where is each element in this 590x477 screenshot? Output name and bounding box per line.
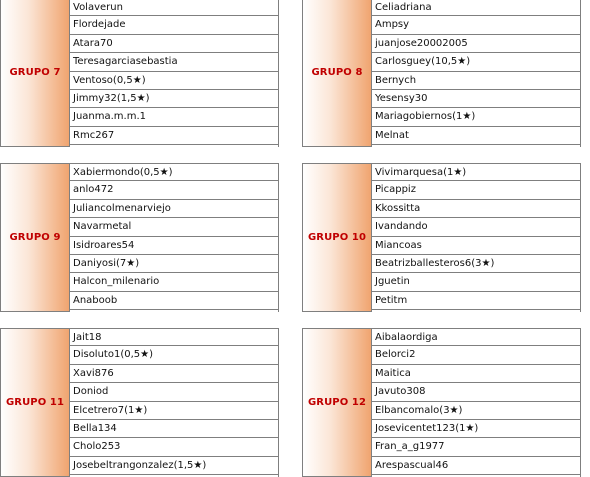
- list-item: Aibalaordiga: [372, 328, 580, 346]
- list-item: Daniyosi(7★): [70, 255, 278, 273]
- group-label-cell: [1, 328, 69, 477]
- list-item: Rmc267: [70, 127, 278, 145]
- list-item: Arespascual46: [372, 457, 580, 475]
- list-item: Carlosguey(10,5★): [372, 53, 580, 71]
- names-list: [69, 0, 279, 147]
- list-item: Volaverun: [70, 0, 278, 16]
- group-label: GRUPO 8: [311, 67, 363, 78]
- list-item: Cholo253: [70, 438, 278, 456]
- names-list: [69, 328, 279, 477]
- list-item: Disoluto1(0,5★): [70, 346, 278, 364]
- group-label: GRUPO 7: [9, 67, 61, 78]
- list-item: Josebeltrangonzalez(1,5★): [70, 457, 278, 475]
- group-label-cell: [303, 0, 371, 147]
- list-item: Elcetrero7(1★): [70, 402, 278, 420]
- list-item: Isidroares54: [70, 237, 278, 255]
- list-item: Bernych: [372, 72, 580, 90]
- group-12: [302, 328, 581, 477]
- list-item: Juliancolmenarviejo: [70, 200, 278, 218]
- group-11: [0, 328, 279, 477]
- list-item: Petitm: [372, 292, 580, 310]
- names-list: [371, 0, 581, 147]
- list-item: Flordejade: [70, 16, 278, 34]
- names-list: [371, 328, 581, 477]
- list-item: Halcon_milenario: [70, 273, 278, 291]
- group-label-cell: [303, 328, 371, 477]
- group-label-cell: [1, 0, 69, 147]
- group-label: GRUPO 10: [307, 232, 367, 243]
- list-item: Atara70: [70, 35, 278, 53]
- list-item: Jait18: [70, 328, 278, 346]
- group-label: GRUPO 11: [5, 397, 65, 408]
- list-item: Xavi876: [70, 365, 278, 383]
- list-item: Fran_a_g1977: [372, 438, 580, 456]
- group-label-cell: [303, 163, 371, 312]
- names-list: [371, 163, 581, 312]
- list-item: juanjose20002005: [372, 35, 580, 53]
- group-7: [0, 0, 279, 147]
- group-label-cell: [1, 163, 69, 312]
- list-item: Vivimarquesa(1★): [372, 163, 580, 181]
- list-item: Jimmy32(1,5★): [70, 90, 278, 108]
- list-item: Yesensy30: [372, 90, 580, 108]
- list-item: Mariagobiernos(1★): [372, 108, 580, 126]
- list-item: Teresagarciasebastia: [70, 53, 278, 71]
- list-item: Anaboob: [70, 292, 278, 310]
- list-item: Belorci2: [372, 346, 580, 364]
- group-8: [302, 0, 581, 147]
- list-item: Josevicentet123(1★): [372, 420, 580, 438]
- group-label: GRUPO 9: [9, 232, 61, 243]
- list-item: Elbancomalo(3★): [372, 402, 580, 420]
- list-item: Ivandando: [372, 218, 580, 236]
- names-list: [69, 163, 279, 312]
- list-item: Ampsy: [372, 16, 580, 34]
- list-item: Bella134: [70, 420, 278, 438]
- group-10: [302, 163, 581, 312]
- list-item: Jguetin: [372, 273, 580, 291]
- group-9: [0, 163, 279, 312]
- list-item: Miancoas: [372, 237, 580, 255]
- list-item: Melnat: [372, 127, 580, 145]
- group-label: GRUPO 12: [307, 397, 367, 408]
- list-item: Xabiermondo(0,5★): [70, 163, 278, 181]
- list-item: Doniod: [70, 383, 278, 401]
- list-item: anlo472: [70, 181, 278, 199]
- list-item: Picappiz: [372, 181, 580, 199]
- list-item: Kkossitta: [372, 200, 580, 218]
- list-item: Juanma.m.m.1: [70, 108, 278, 126]
- list-item: Beatrizballesteros6(3★): [372, 255, 580, 273]
- list-item: Ventoso(0,5★): [70, 72, 278, 90]
- list-item: Celiadriana: [372, 0, 580, 16]
- list-item: Maitica: [372, 365, 580, 383]
- list-item: Javuto308: [372, 383, 580, 401]
- list-item: Navarmetal: [70, 218, 278, 236]
